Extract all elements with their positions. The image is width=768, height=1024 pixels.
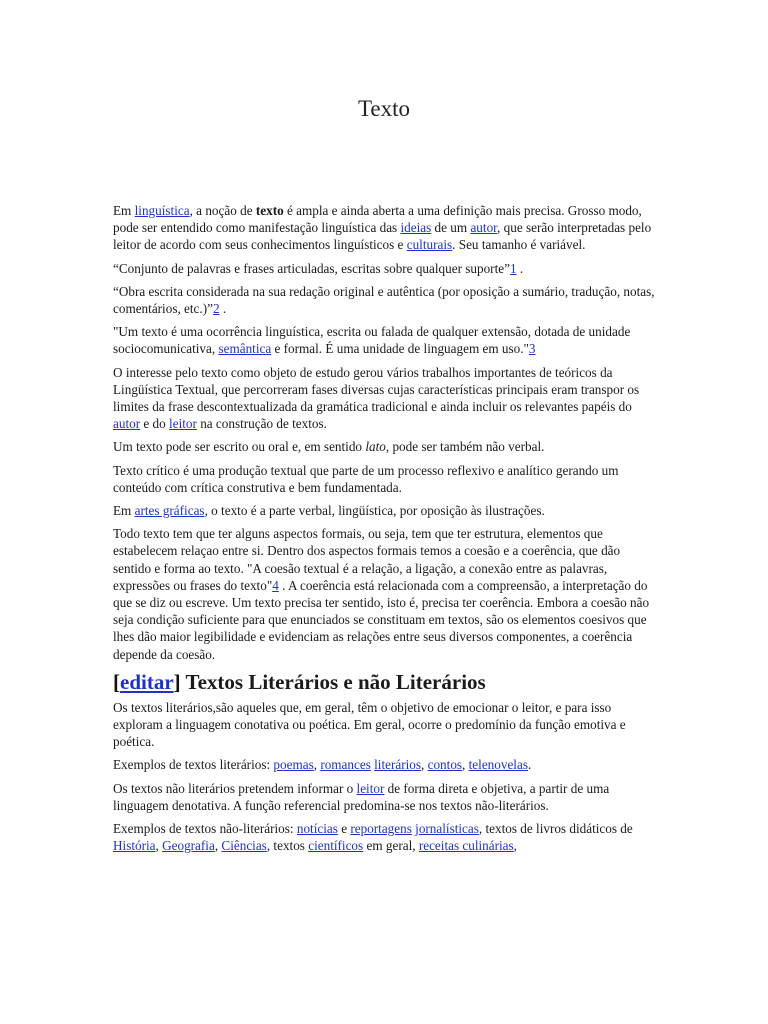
paragraph-interest: O interesse pelo texto como objeto de estudo gerou vários trabalhos importantes de teóricos da Lingüística Textual, que percorreram fases diversas cujas características principais eram transpor os limites da frase descontextualizada da gramática tradicional e ainda incluir os relevantes papéis do autor e do leitor na construção de textos. [113, 364, 640, 432]
paragraph-oral: Um texto pode ser escrito ou oral e, em sentido lato, pode ser também não verbal. [113, 439, 545, 455]
link-geografia[interactable]: Geografia [162, 838, 215, 854]
edit-section-link[interactable]: editar [120, 669, 174, 694]
link-contos[interactable]: contos [427, 757, 463, 773]
link-semantica[interactable]: semântica [218, 341, 272, 357]
link-literarios[interactable]: literários [374, 757, 422, 773]
link-noticias[interactable]: notícias [296, 821, 338, 837]
link-cientificos[interactable]: científicos [308, 838, 364, 854]
link-poemas[interactable]: poemas [273, 757, 314, 773]
paragraph-nao-literarios: Os textos não literários pretendem informar o leitor de forma direta e objetiva, a partir de uma linguagem denotativa. A função referencial predomina-se nos textos não-literários. [113, 780, 610, 813]
reference-link-4[interactable]: 4 [272, 577, 279, 593]
paragraph-intro: Em linguística, a noção de texto é ampla e ainda aberta a uma definição mais precisa. Grosso modo, pode ser entendido como manifestação linguística das ideias de um autor, que serão interpretadas pelo leitor de acordo com seus conhecimentos linguísticos e culturais. Seu tamanho é variável. [113, 203, 652, 253]
italic-term: lato [365, 439, 386, 455]
link-historia[interactable]: História [113, 838, 156, 854]
link-culturais[interactable]: culturais [406, 237, 453, 253]
paragraph-quote-3: "Um texto é uma ocorrência linguística, escrita ou falada de qualquer extensão, dotada de unidade sociocomunicativa, semântica e formal. É uma unidade de linguagem em uso."3 [113, 324, 631, 357]
link-ideias[interactable]: ideias [400, 220, 432, 236]
article-body [113, 202, 655, 861]
page-title: Texto [357, 96, 411, 121]
reference-link-3[interactable]: 3 [528, 341, 536, 357]
paragraph-coesao: Todo texto tem que ter alguns aspectos formais, ou seja, tem que ter estrutura, elementos que estabelecem relaçao entre si. Dentro dos aspectos formais temos a coesão e a coerência, que dão sentido e forma ao texto. "A coesão textual é a relação, a ligação, a conexão entre as palavras, expressões ou frases do texto"4 . A coerência está relacionada com a compreensão, a interpretação do que se diz ou escreve. Um texto precisa ter sentido, isto é, precisa ter coerência. Embora a coesão não seja condição suficiente para que enunciados se constituam em textos, são os elementos coesivos que lhes dão maior legibilidade e evidenciam as relações entre seus diversos componentes, a coerência depende da coesão. [113, 526, 650, 662]
paragraph-quote-1: “Conjunto de palavras e frases articuladas, escritas sobre qualquer suporte”1 . [113, 260, 524, 276]
link-artes-graficas[interactable]: artes gráficas [134, 503, 205, 519]
reference-link-1[interactable]: 1 [509, 260, 517, 276]
link-jornalisticas[interactable]: jornalísticas [415, 821, 479, 837]
link-leitor[interactable]: leitor [169, 416, 197, 432]
paragraph-exemplos-nao-literarios: Exemplos de textos não-literários: notícias e reportagens jornalísticas, textos de livros didáticos de História, Geografia, Ciências, textos científicos em geral, receitas culinárias, [113, 821, 633, 854]
link-reportagens[interactable]: reportagens [350, 821, 412, 837]
link-romances[interactable]: romances [320, 757, 371, 773]
link-linguistica[interactable]: linguística [134, 203, 190, 218]
paragraph-critico: Texto crítico é uma produção textual que parte de um processo reflexivo e analítico gerando um conteúdo com crítica construtiva e bem fundamentada. [113, 462, 619, 495]
link-ciencias[interactable]: Ciências [221, 838, 267, 854]
paragraph-exemplos-literarios: Exemplos de textos literários: poemas, romances literários, contos, telenovelas. [113, 757, 532, 773]
reference-link-2[interactable]: 2 [212, 301, 220, 317]
link-telenovelas[interactable]: telenovelas [468, 757, 528, 773]
bold-term: texto [255, 203, 284, 218]
section-heading: [editar] Textos Literários e não Literários [113, 669, 486, 694]
link-leitor-2[interactable]: leitor [356, 780, 385, 796]
paragraph-quote-2: “Obra escrita considerada na sua redação original e autêntica (por oposição a sumário, tradução, notas, comentários, etc.)”2 . [113, 283, 655, 317]
paragraph-literarios: Os textos literários,são aqueles que, em geral, têm o objetivo de emocionar o leitor, e para isso exploram a linguagem conotativa ou poética. Em geral, ocorre o predomínio da função emotiva e poética. [113, 699, 626, 750]
link-autor-2[interactable]: autor [113, 416, 141, 432]
paragraph-artes: Em artes gráficas, o texto é a parte verbal, lingüística, por oposição às ilustrações. [113, 503, 545, 519]
link-receitas-culinarias[interactable]: receitas culinárias [418, 838, 514, 854]
link-autor[interactable]: autor [470, 220, 498, 236]
